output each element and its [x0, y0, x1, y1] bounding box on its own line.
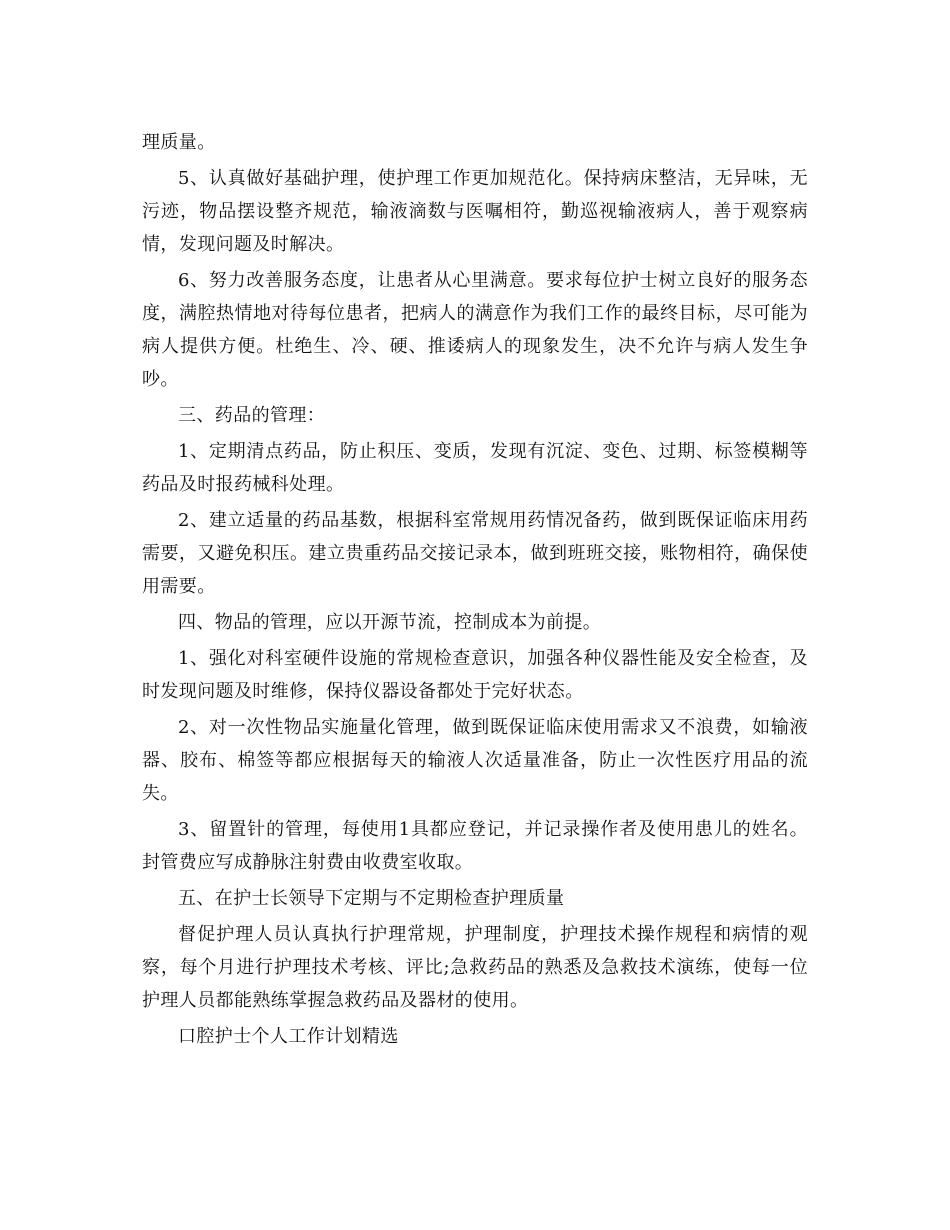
- paragraph-drug-1: 1、定期清点药品，防止积压、变质，发现有沉淀、变色、过期、标签模糊等药品及时报药械科处理。: [142, 441, 808, 495]
- paragraph-item-6: 6、努力改善服务态度，让患者从心里满意。要求每位护士树立良好的服务态度，满腔热情地对待每位患者，把病人的满意作为我们工作的最终目标，尽可能为病人提供方便。杜绝生、冷、硬、推诿病人的现象发生，决不允许与病人发生争吵。: [142, 270, 808, 390]
- document-body: [142, 126, 808, 1056]
- document-subtitle: 口腔护士个人工作计划精选: [178, 1026, 399, 1047]
- paragraph-supplies-3: 3、留置针的管理，每使用1具都应登记，并记录操作者及使用患儿的姓名。封管费应写成静脉注射费由收费室收取。: [142, 819, 808, 873]
- paragraph-drug-2: 2、建立适量的药品基数，根据科室常规用药情况备药，做到既保证临床用药需要，又避免积压。建立贵重药品交接记录本，做到班班交接，账物相符，确保使用需要。: [142, 510, 808, 597]
- paragraph-inspection: 督促护理人员认真执行护理常规，护理制度，护理技术操作规程和病情的观察，每个月进行护理技术考核、评比;急救药品的熟悉及急救技术演练，使每一位护理人员都能熟练掌握急救药品及器材的使用。: [142, 924, 808, 1011]
- section-heading-4: 四、物品的管理，应以开源节流，控制成本为前提。: [178, 612, 602, 633]
- section-heading-5: 五、在护士长领导下定期与不定期检查护理质量: [178, 888, 565, 909]
- paragraph-item-5: 5、认真做好基础护理，使护理工作更加规范化。保持病床整洁，无异味，无污迹，物品摆设整齐规范，输液滴数与医嘱相符，勤巡视输液病人，善于观察病情，发现问题及时解决。: [142, 168, 808, 255]
- section-heading-3: 三、药品的管理：: [178, 405, 326, 426]
- paragraph-continuation: 理质量。: [142, 132, 216, 153]
- paragraph-supplies-1: 1、强化对科室硬件设施的常规检查意识，加强各种仪器性能及安全检查，及时发现问题及时维修，保持仪器设备都处于完好状态。: [142, 648, 808, 702]
- paragraph-supplies-2: 2、对一次性物品实施量化管理，做到既保证临床使用需求又不浪费，如输液器、胶布、棉签等都应根据每天的输液人次适量准备，防止一次性医疗用品的流失。: [142, 717, 808, 804]
